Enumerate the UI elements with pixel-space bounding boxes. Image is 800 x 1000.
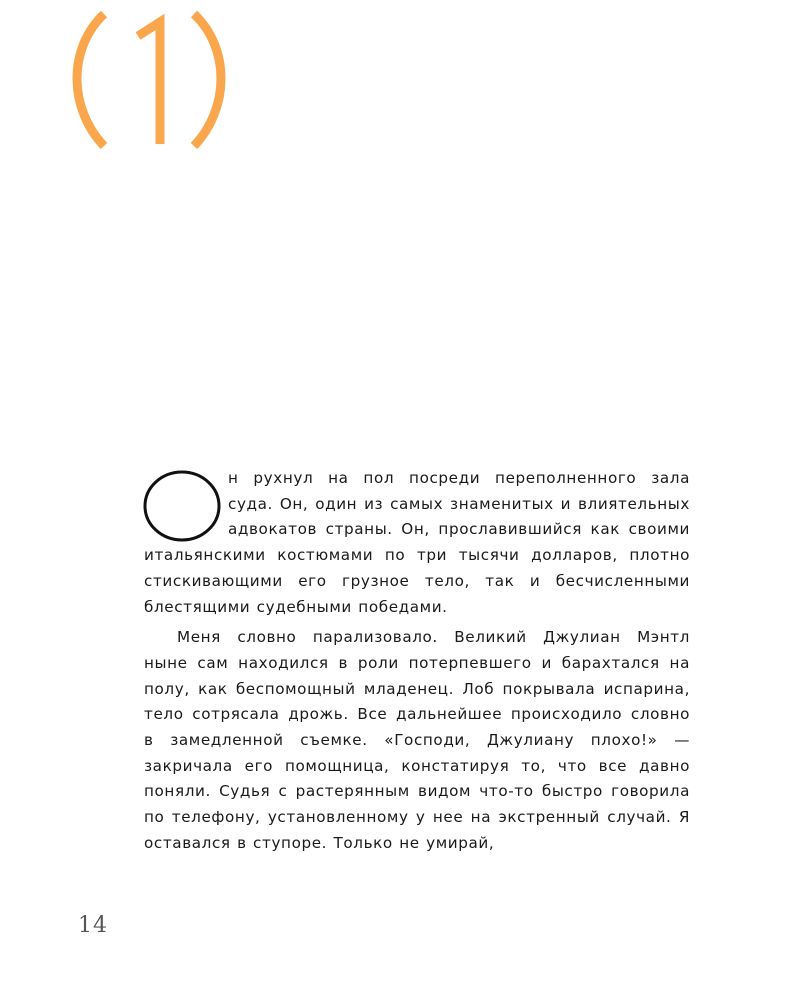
paragraph-1 — [144, 466, 690, 620]
dropcap — [142, 468, 222, 542]
paragraph-2: Меня словно парализовало. Великий Джулиан Мэнтл ныне сам находился в роли потерпевшего и барахтался на полу, как беспомощный младенец. Лоб покрывала испарина, тело сотрясала дрожь. Все дальнейшее происходило словно в замедленной съемке. «Господи, Джулиану плохо!» — закричала его помощница, констатируя то, что все давно поняли. Судья с растерянным видом что-то быстро говорила по телефону, установленному у нее на экстренный случай. Я оставался в ступоре. Только не умирай, — [144, 628, 690, 852]
right-paren — [194, 14, 221, 146]
chapter-number-glyphs — [60, 0, 240, 158]
body-text — [144, 466, 690, 857]
page-number: 14 — [78, 913, 108, 938]
left-paren — [77, 14, 104, 146]
digit-one — [138, 22, 160, 144]
paragraph-1-text: н рухнул на пол посреди переполненного зала суда. Он, один из самых знаменитых и влиятельных адвокатов страны. Он, прославившийся как своими итальянскими костюмами по три тысячи долларов, плотно стискивающими его грузное тело, так и бесчисленными блестящими судебными победами. — [144, 469, 690, 616]
chapter-number — [60, 0, 240, 158]
